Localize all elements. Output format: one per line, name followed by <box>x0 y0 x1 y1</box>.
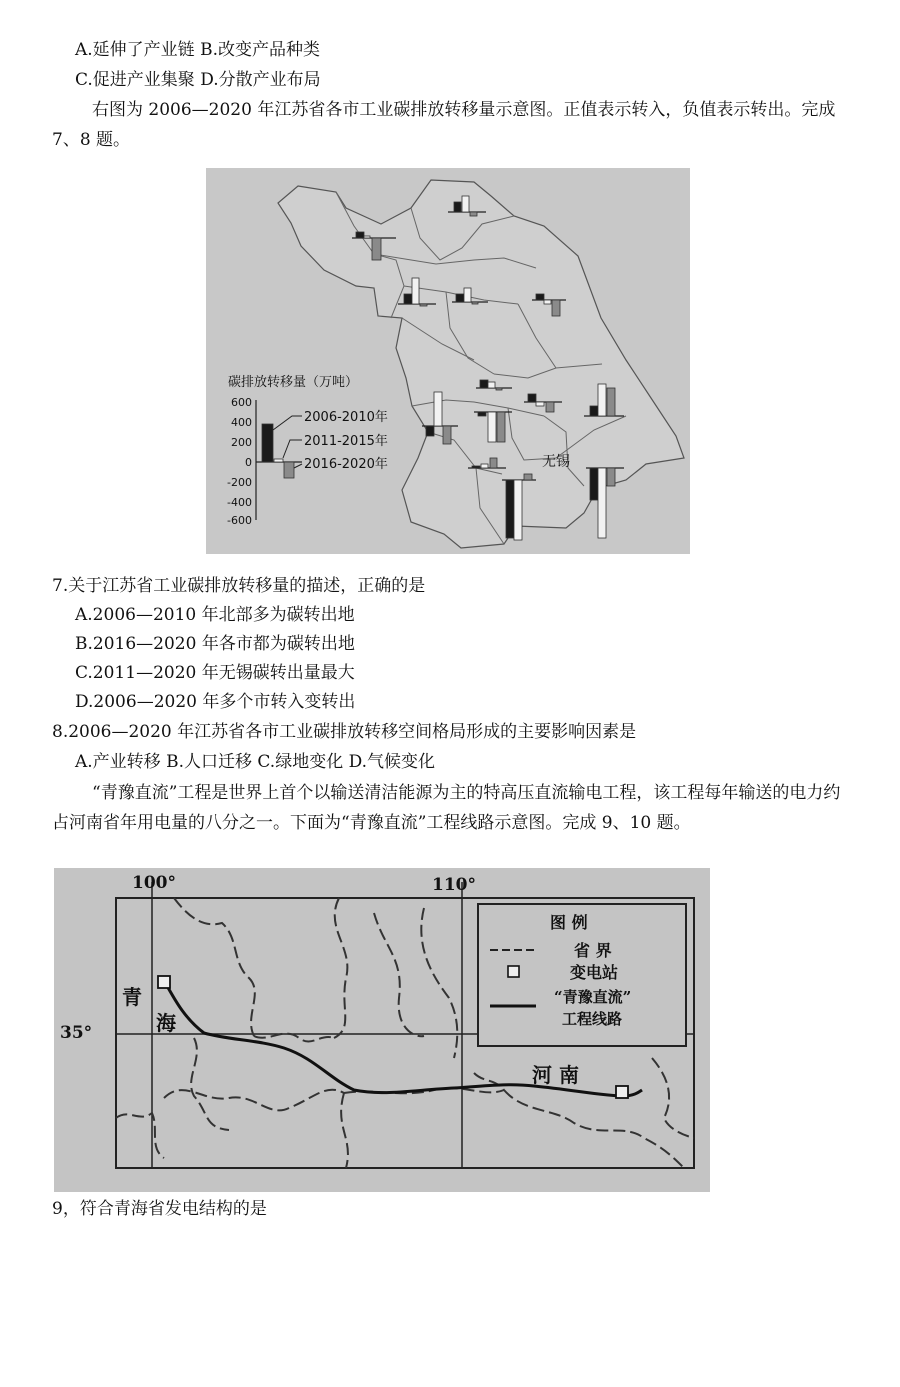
jiangsu-carbon-map <box>206 168 690 554</box>
legend-bar-2016-2020 <box>284 462 294 478</box>
legend-border-label: 省 界 <box>574 941 612 960</box>
label-henan: 河 南 <box>532 1063 579 1087</box>
border-shaanxi-shanxi <box>421 908 457 1058</box>
legend-series-2006-2010: 2006-2010年 <box>304 410 388 425</box>
legend-line-label-1: “青豫直流” <box>554 988 632 1006</box>
legend-tick-neg600: -600 <box>227 514 252 527</box>
q8-options: A.产业转移 B.人口迁移 C.绿地变化 D.气候变化 <box>75 752 436 772</box>
city-label-wuxi: 无锡 <box>542 454 570 470</box>
lon-110-label: 110° <box>432 875 476 895</box>
legend-tick-neg200: -200 <box>227 476 252 489</box>
border-gansu-ningxia <box>254 1034 334 1042</box>
legend-tick-neg400: -400 <box>227 496 252 509</box>
q8-stem: 8.2006—2020 年江苏省各市工业碳排放转移空间格局形成的主要影响因素是 <box>52 722 637 742</box>
legend-series-2016-2020: 2016-2020年 <box>304 457 388 472</box>
q7-option-d: D.2006—2020 年多个市转入变转出 <box>75 692 356 712</box>
legend-tick-200: 200 <box>231 436 252 449</box>
q7-option-c: C.2011—2020 年无锡碳转出量最大 <box>75 663 355 683</box>
substation-henan <box>616 1086 628 1098</box>
label-qinghai-2: 海 <box>156 1011 176 1035</box>
q9-stem: 9，符合青海省发电结构的是 <box>52 1199 267 1219</box>
lon-100-label: 100° <box>132 873 176 893</box>
border-west-loop <box>191 1038 229 1130</box>
intro-7-8: 右图为 2006—2020 年江苏省各市工业碳排放转移量示意图。正值表示转入，负值表示转出。完成 7、8 题。 <box>52 100 836 150</box>
legend-bar-2006-2010 <box>262 424 273 462</box>
legend-tick-600: 600 <box>231 396 252 409</box>
q7-stem: 7.关于江苏省工业碳排放转移量的描述，正确的是 <box>52 576 426 596</box>
label-qinghai-1: 青 <box>122 985 142 1009</box>
border-south-1 <box>341 1093 348 1168</box>
q6-options-ab: A.延伸了产业链 B.改变产品种类 <box>75 40 320 60</box>
intro-9-10: “青豫直流”工程是世界上首个以输送清洁能源为主的特高压直流输电工程，该工程每年输送的电力约占河南省年用电量的八分之一。下面为“青豫直流”工程线路示意图。完成 9、10 题。 <box>52 783 841 833</box>
substation-qinghai <box>158 976 170 988</box>
legend-line-label-2: 工程线路 <box>562 1010 623 1028</box>
legend-title-2: 图 例 <box>550 913 588 932</box>
border-ningxia <box>334 898 347 1038</box>
border-far-west <box>116 1113 164 1158</box>
border-henan-hubei <box>504 1090 684 1168</box>
legend-series-2011-2015: 2011-2015年 <box>304 434 388 449</box>
q7-option-b: B.2016—2020 年各市都为碳转出地 <box>75 634 355 654</box>
legend-bar-2011-2015 <box>274 459 283 462</box>
border-henan-east <box>652 1058 694 1138</box>
qingyu-dc-map <box>54 868 710 1192</box>
province-outline <box>278 180 684 548</box>
legend-title: 碳排放转移量（万吨） <box>228 375 359 390</box>
legend-station-label: 变电站 <box>570 963 619 982</box>
q7-option-a: A.2006—2010 年北部多为碳转出地 <box>75 605 355 625</box>
legend-tick-400: 400 <box>231 416 252 429</box>
lat-35-label: 35° <box>60 1023 93 1043</box>
q6-options-cd: C.促进产业集聚 D.分散产业布局 <box>75 70 321 90</box>
legend-station-symbol <box>508 966 519 977</box>
border-sichuan-gansu <box>164 1090 344 1111</box>
border-shaanxi-north <box>374 913 424 1036</box>
legend-tick-0: 0 <box>245 456 252 469</box>
